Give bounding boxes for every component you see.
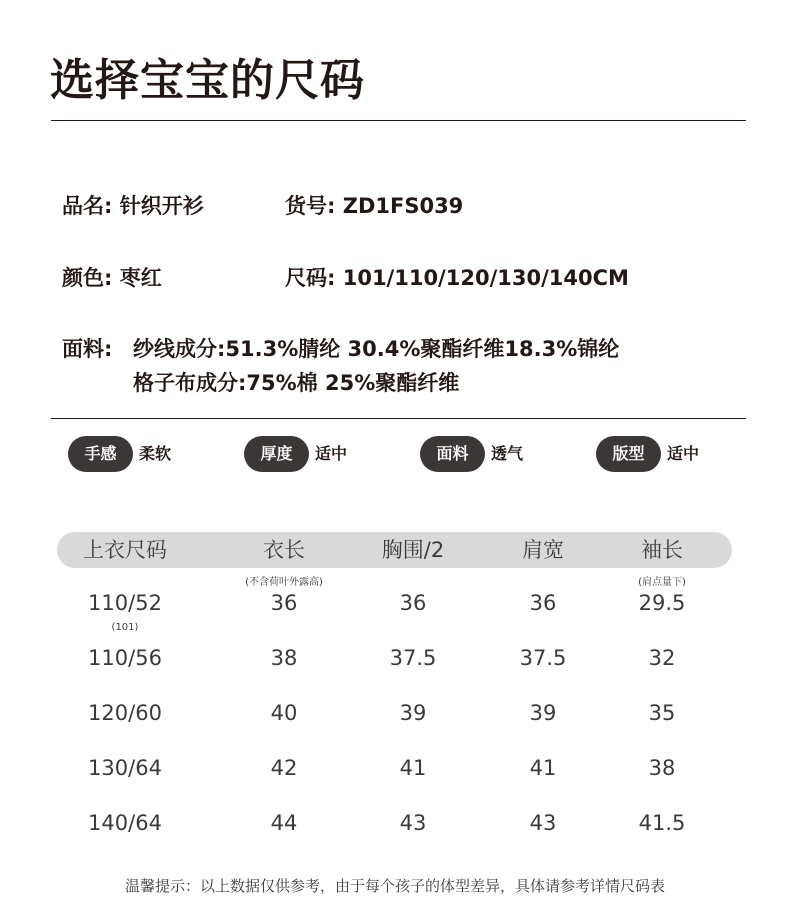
product-name <box>62 190 204 220</box>
attr-thickness-value: 适中 <box>315 444 348 463</box>
cell-length: 38 <box>270 646 298 670</box>
cell-sleeve: 38 <box>648 756 676 780</box>
attr-fabric-value: 透气 <box>491 444 524 463</box>
cell-size: 110/52 <box>88 591 162 615</box>
length-note: (不含荷叶外露高) <box>245 577 323 588</box>
cell-chest: 39 <box>399 701 427 725</box>
cell-shoulder: 39 <box>529 701 557 725</box>
cell-shoulder: 43 <box>529 811 557 835</box>
cell-size: 130/64 <box>88 756 162 780</box>
product-color-value: 枣红 <box>119 266 162 290</box>
cell-sleeve: 41.5 <box>638 811 686 835</box>
attr-feel-label: 手感 <box>68 436 133 472</box>
product-size-label: 尺码: <box>285 266 336 290</box>
cell-length: 42 <box>270 756 298 780</box>
header-sleeve: 袖长 <box>641 538 683 562</box>
product-name-label: 品名: <box>62 194 113 218</box>
cell-shoulder: 37.5 <box>519 646 567 670</box>
attr-thickness-label: 厚度 <box>244 436 309 472</box>
product-name-value: 针织开衫 <box>119 194 204 218</box>
cell-sleeve: 35 <box>648 701 676 725</box>
cell-length: 36 <box>270 591 298 615</box>
fabric-line-2: 格子布成分:75%棉 25%聚酯纤维 <box>133 371 460 395</box>
product-size-value: 101/110/120/130/140CM <box>342 266 629 290</box>
cell-sleeve: 32 <box>648 646 676 670</box>
first-row-note: (101) <box>111 622 139 633</box>
product-sku-label: 货号: <box>285 194 336 218</box>
header-shoulder: 肩宽 <box>522 538 564 562</box>
cell-shoulder: 36 <box>529 591 557 615</box>
cell-sleeve: 29.5 <box>638 591 686 615</box>
cell-length: 40 <box>270 701 298 725</box>
cell-size: 120/60 <box>88 701 162 725</box>
title-divider <box>51 120 746 121</box>
attr-fit-label: 版型 <box>596 436 661 472</box>
header-chest: 胸围/2 <box>381 538 445 562</box>
sleeve-note: (肩点量下) <box>638 577 686 588</box>
page-title: 选择宝宝的尺码 <box>50 55 365 106</box>
product-sku <box>285 190 463 220</box>
attr-fabric-label: 面料 <box>420 436 485 472</box>
product-sku-value: ZD1FS039 <box>342 194 464 218</box>
cell-size: 110/56 <box>88 646 162 670</box>
footer-tip: 温馨提示：以上数据仅供参考，由于每个孩子的体型差异，具体请参考详情尺码表 <box>124 877 665 895</box>
cell-length: 44 <box>270 811 298 835</box>
cell-chest: 37.5 <box>389 646 437 670</box>
product-color-label: 颜色: <box>62 266 113 290</box>
fabric-line-1: 纱线成分:51.3%腈纶 30.4%聚酯纤维18.3%锦纶 <box>133 337 620 361</box>
header-length: 衣长 <box>263 538 305 562</box>
header-size: 上衣尺码 <box>83 538 167 562</box>
info-divider <box>51 418 746 419</box>
cell-chest: 36 <box>399 591 427 615</box>
cell-chest: 41 <box>399 756 427 780</box>
product-color <box>62 262 162 292</box>
cell-chest: 43 <box>399 811 427 835</box>
fabric-label: 面料: <box>62 337 113 361</box>
product-size <box>285 262 629 292</box>
cell-size: 140/64 <box>88 811 162 835</box>
attr-fit-value: 适中 <box>667 444 700 463</box>
cell-shoulder: 41 <box>529 756 557 780</box>
attr-feel-value: 柔软 <box>139 444 172 463</box>
